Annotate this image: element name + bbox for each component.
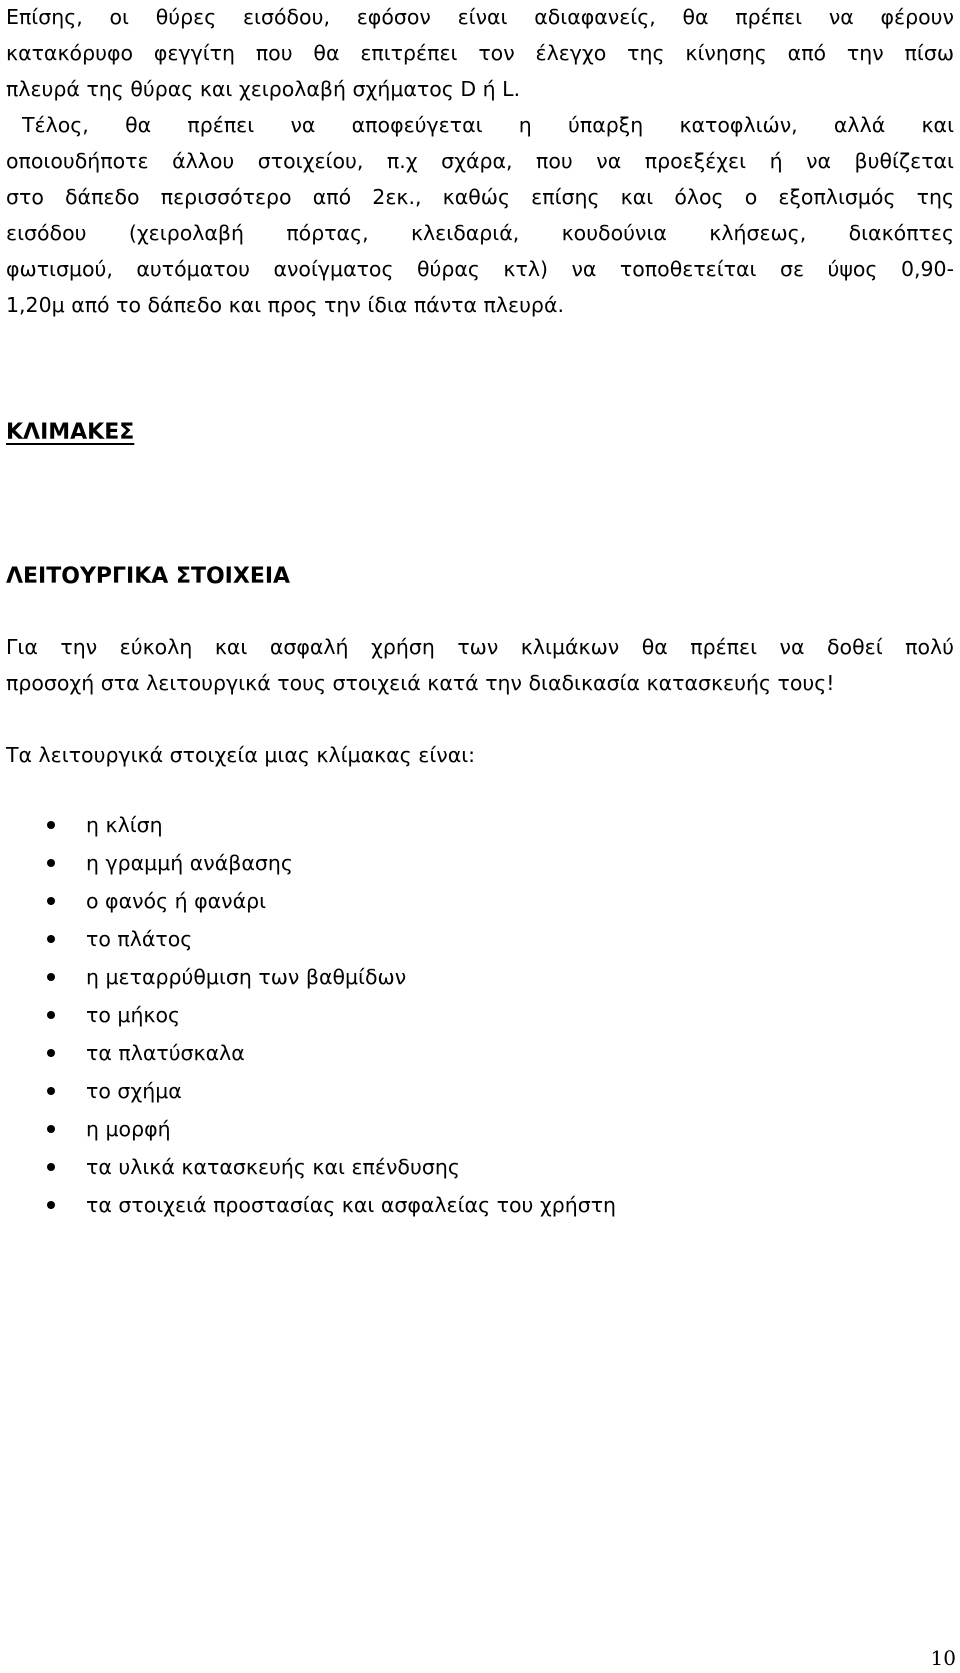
section-title: ΚΛΙΜΑΚΕΣ (6, 420, 135, 445)
bullet-icon (47, 821, 55, 829)
list-item-text: η κλίση (86, 813, 163, 837)
paragraph-2-line-4: εισόδου (χειρολαβή πόρτας, κλειδαριά, κουδούνια κλήσεως, διακόπτες (6, 221, 954, 245)
list-item (0, 1038, 900, 1068)
list-item (0, 1152, 900, 1182)
paragraph-1-line-3: πλευρά της θύρας και χειρολαβή σχήματος D ή L. (6, 77, 521, 101)
bullet-icon (47, 1201, 55, 1209)
list-item-text: τα στοιχειά προστασίας και ασφαλείας του χρήστη (86, 1193, 617, 1217)
bullet-icon (47, 1011, 55, 1019)
paragraph-2-line-3: στο δάπεδο περισσότερο από 2εκ., καθώς επίσης και όλος ο εξοπλισμός της (6, 185, 954, 209)
page-number: 10 (930, 1646, 956, 1670)
list-item-text: τα υλικά κατασκευής και επένδυσης (86, 1155, 460, 1179)
list-item (0, 886, 900, 916)
list-item-text: η μεταρρύθμιση των βαθμίδων (86, 965, 407, 989)
bullet-icon (47, 1087, 55, 1095)
paragraph-2-line-5: φωτισμού, αυτόματου ανοίγματος θύρας κτλ) να τοποθετείται σε ύψος 0,90- (6, 257, 954, 281)
subsection-title: ΛΕΙΤΟΥΡΓΙΚΑ ΣΤΟΙΧΕΙΑ (6, 564, 291, 589)
bullet-icon (47, 897, 55, 905)
paragraph-1-line-1: Επίσης, οι θύρες εισόδου, εφόσον είναι αδιαφανείς, θα πρέπει να φέρουν (6, 5, 954, 29)
bullet-icon (47, 859, 55, 867)
list-item (0, 924, 900, 954)
list-item-text: τα πλατύσκαλα (86, 1041, 245, 1065)
list-item-text: ο φανός ή φανάρι (86, 889, 267, 913)
paragraph-1-line-2: κατακόρυφο φεγγίτη που θα επιτρέπει τον έλεγχο της κίνησης από την πίσω (6, 41, 954, 65)
list-item-text: η γραμμή ανάβασης (86, 851, 293, 875)
paragraph-2-line-6: 1,20μ από το δάπεδο και προς την ίδια πάντα πλευρά. (6, 293, 564, 317)
paragraph-2-line-1: Τέλος, θα πρέπει να αποφεύγεται η ύπαρξη κατοφλιών, αλλά και (22, 113, 954, 137)
paragraph-2-line-2: οποιουδήποτε άλλου στοιχείου, π.χ σχάρα, που να προεξέχει ή να βυθίζεται (6, 149, 954, 173)
list-item (0, 810, 900, 840)
list-item (0, 848, 900, 878)
list-intro: Τα λειτουργικά στοιχεία μιας κλίμακας είναι: (6, 743, 476, 767)
list-item-text: το μήκος (86, 1003, 181, 1027)
list-item-text: η μορφή (86, 1117, 171, 1141)
list-item (0, 1114, 900, 1144)
intro-line-1: Για την εύκολη και ασφαλή χρήση των κλιμάκων θα πρέπει να δοθεί πολύ (6, 635, 954, 659)
bullet-icon (47, 1049, 55, 1057)
bullet-icon (47, 1163, 55, 1171)
intro-line-2: προσοχή στα λειτουργικά τους στοιχειά κατά την διαδικασία κατασκευής τους! (6, 671, 835, 695)
bullet-icon (47, 935, 55, 943)
list-item (0, 962, 900, 992)
list-item (0, 1076, 900, 1106)
list-item-text: το σχήμα (86, 1079, 182, 1103)
list-item (0, 1000, 900, 1030)
bullet-icon (47, 973, 55, 981)
bullet-icon (47, 1125, 55, 1133)
list-item-text: το πλάτος (86, 927, 193, 951)
list-item (0, 1190, 900, 1220)
